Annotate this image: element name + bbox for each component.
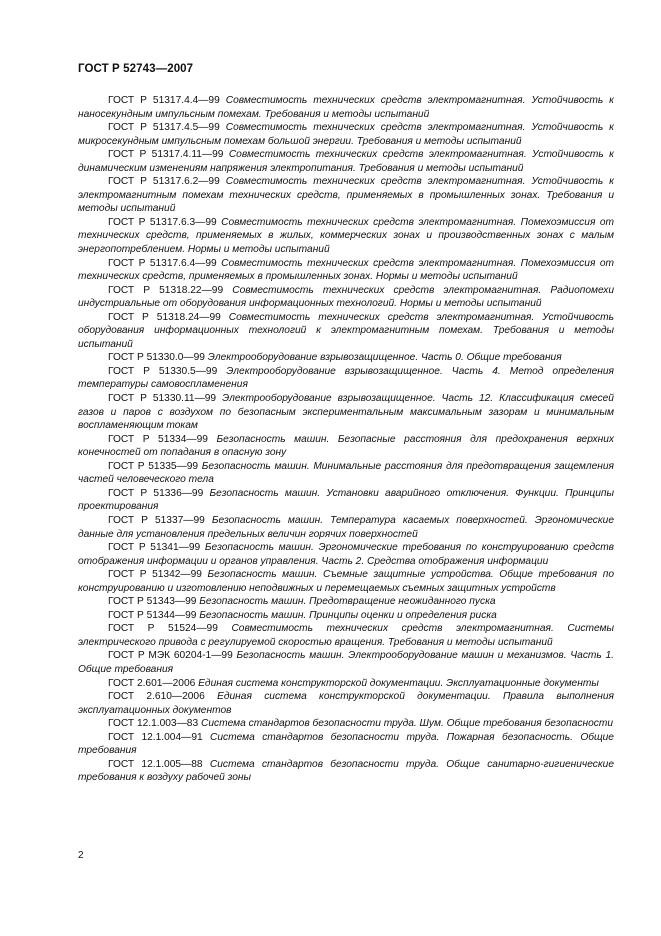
reference-code: ГОСТ 12.1.004—91 <box>108 731 203 743</box>
reference-code: ГОСТ Р 51317.6.2—99 <box>108 176 220 188</box>
reference-code: ГОСТ 2.610—2006 <box>108 691 205 703</box>
reference-title: Электрооборудование взрывозащищенное. Часть 12. Классификация смесей газов и паров с воздухом по безопасным экспериментальным максимальным зазорам и минимальным воспламеняющим токам <box>78 393 614 432</box>
reference-entry <box>78 216 614 257</box>
reference-code: ГОСТ Р 51330.5—99 <box>108 365 218 377</box>
reference-entry <box>78 609 614 623</box>
reference-title: Совместимость технических средств электромагнитная. Помехоэмиссия от технических средств, применяемых в промышленных зонах. Нормы и методы испытаний <box>78 257 614 283</box>
reference-code: ГОСТ Р 51318.24—99 <box>108 311 221 323</box>
reference-code: ГОСТ Р 51317.6.4—99 <box>108 257 217 269</box>
reference-code: ГОСТ 12.1.005—88 <box>108 758 203 770</box>
reference-code: ГОСТ Р 51317.4.4—99 <box>108 95 220 106</box>
reference-entry <box>78 568 614 595</box>
reference-code: ГОСТ Р 51317.6.3—99 <box>108 216 217 228</box>
reference-entry <box>78 121 614 148</box>
reference-title: Система стандартов безопасности труда. Шум. Общие требования безопасности <box>200 718 613 730</box>
reference-code: ГОСТ Р 51318.22—99 <box>108 284 224 296</box>
reference-entry <box>78 690 614 717</box>
reference-title: Безопасность машин. Температура касаемых поверхностей. Эргономические данные для установления предельных величин горячих поверхностей <box>78 514 614 540</box>
reference-entry <box>78 94 614 121</box>
reference-code: ГОСТ Р 51335—99 <box>108 460 199 472</box>
reference-title: Совместимость технических средств электромагнитная. Устойчивость к электромагнитным помехам технических средств, применяемых в промышленных зонах. Требования и методы испытаний <box>78 176 614 215</box>
reference-code: ГОСТ 2.601—2006 <box>108 677 196 689</box>
reference-code: ГОСТ Р 51337—99 <box>108 514 205 526</box>
reference-title: Безопасность машин. Предотвращение неожиданного пуска <box>199 596 496 608</box>
reference-title: Электрооборудование взрывозащищенное. Часть 4. Метод определения температуры самовоспламенения <box>78 365 614 391</box>
reference-title: Совместимость технических средств электромагнитная. Устойчивость к наносекундным импульсным помехам. Требования и методы испытаний <box>78 95 614 120</box>
reference-title: Единая система конструкторской документации. Эксплуатационные документы <box>198 677 599 689</box>
reference-title: Совместимость технических средств электромагнитная. Устойчивость оборудования информационных технологий к электромагнитным помехам. Требования и методы испытаний <box>78 311 614 350</box>
reference-entry <box>78 595 614 609</box>
reference-code: ГОСТ Р 51336—99 <box>108 487 204 499</box>
reference-entry <box>78 365 614 392</box>
reference-title: Система стандартов безопасности труда. Пожарная безопасность. Общие требования <box>78 731 614 757</box>
reference-title: Система стандартов безопасности труда. Общие санитарно-гигиенические требования к воздуху рабочей зоны <box>78 758 614 784</box>
reference-code: ГОСТ Р 51343—99 <box>108 596 197 608</box>
reference-entry <box>78 541 614 568</box>
reference-title: Совместимость технических средств электромагнитная. Системы электрического привода с регулируемой скоростью вращения. Требования и методы испытаний <box>78 623 614 648</box>
reference-entry <box>78 175 614 216</box>
reference-title: Безопасность машин. Электрооборудование машин и механизмов. Часть 1. Общие требования <box>78 650 614 675</box>
reference-entry <box>78 622 614 649</box>
reference-entry <box>78 148 614 175</box>
reference-entry <box>78 284 614 311</box>
reference-code: ГОСТ Р 51317.4.5—99 <box>108 122 220 134</box>
reference-code: ГОСТ Р 51317.4.11—99 <box>108 149 224 161</box>
reference-code: ГОСТ Р МЭК 60204-1—99 <box>108 650 233 662</box>
reference-entry <box>78 257 614 284</box>
reference-entry <box>78 731 614 758</box>
reference-entry <box>78 433 614 460</box>
reference-title: Единая система конструкторской документации. Правила выполнения эксплуатационных документов <box>78 691 614 716</box>
reference-title: Совместимость технических средств электромагнитная. Устойчивость к микросекундным импульсным помехам большой энергии. Требования и методы испытаний <box>78 122 614 147</box>
reference-code: ГОСТ Р 51330.11—99 <box>108 393 217 405</box>
reference-title: Безопасность машин. Минимальные расстояния для предотвращения защемления частей человеческого тела <box>78 460 615 486</box>
reference-entry <box>78 514 614 541</box>
reference-entry <box>78 311 614 352</box>
document-header: ГОСТ Р 52743—2007 <box>78 63 194 75</box>
reference-code: ГОСТ Р 51334—99 <box>108 433 208 445</box>
reference-entry <box>78 487 614 514</box>
reference-title: Совместимость технических средств электромагнитная. Помехоэмиссия от технических средств, применяемых в жилых, коммерческих зонах и производственных зонах с малым энергопотреблением. Нормы и методы испытаний <box>78 216 614 256</box>
reference-title: Безопасность машин. Безопасные расстояния для предохранения верхних конечностей от попадания в опасную зону <box>78 433 615 459</box>
reference-title: Совместимость технических средств электромагнитная. Устойчивость к динамическим изменениям напряжения электропитания. Требования и методы испытаний <box>78 149 614 174</box>
reference-code: ГОСТ 12.1.003—83 <box>108 718 199 730</box>
reference-entry <box>78 649 614 676</box>
reference-title: Совместимость технических средств электромагнитная. Радиопомехи индустриальные от оборудования информационных технологий. Нормы и методы испытаний <box>78 284 614 310</box>
reference-entry <box>78 351 614 365</box>
reference-title: Безопасность машин. Установки аварийного отключения. Функции. Принципы проектирования <box>78 487 614 513</box>
reference-entry <box>78 460 614 487</box>
reference-title: Безопасность машин. Принципы оценки и определения риска <box>199 609 497 621</box>
reference-title: Электрооборудование взрывозащищенное. Часть 0. Общие требования <box>207 352 562 364</box>
reference-entry <box>78 677 614 691</box>
reference-code: ГОСТ Р 51330.0—99 <box>108 352 205 364</box>
normative-references-list <box>78 94 614 785</box>
reference-code: ГОСТ Р 51524—99 <box>108 623 218 635</box>
reference-title: Безопасность машин. Эргономические требования по конструированию средств отображения информации и органов управления. Часть 2. Средства отображения информации <box>78 542 614 567</box>
reference-title: Безопасность машин. Съемные защитные устройства. Общие требования по конструированию и изготовлению неподвижных и перемещаемых съемных защитных устройств <box>78 569 614 594</box>
reference-entry <box>78 758 614 785</box>
reference-entry <box>78 717 614 731</box>
reference-code: ГОСТ Р 51341—99 <box>108 542 201 554</box>
reference-code: ГОСТ Р 51344—99 <box>108 609 197 621</box>
reference-code: ГОСТ Р 51342—99 <box>108 569 202 581</box>
page-number: 2 <box>78 850 84 861</box>
reference-entry <box>78 392 614 433</box>
